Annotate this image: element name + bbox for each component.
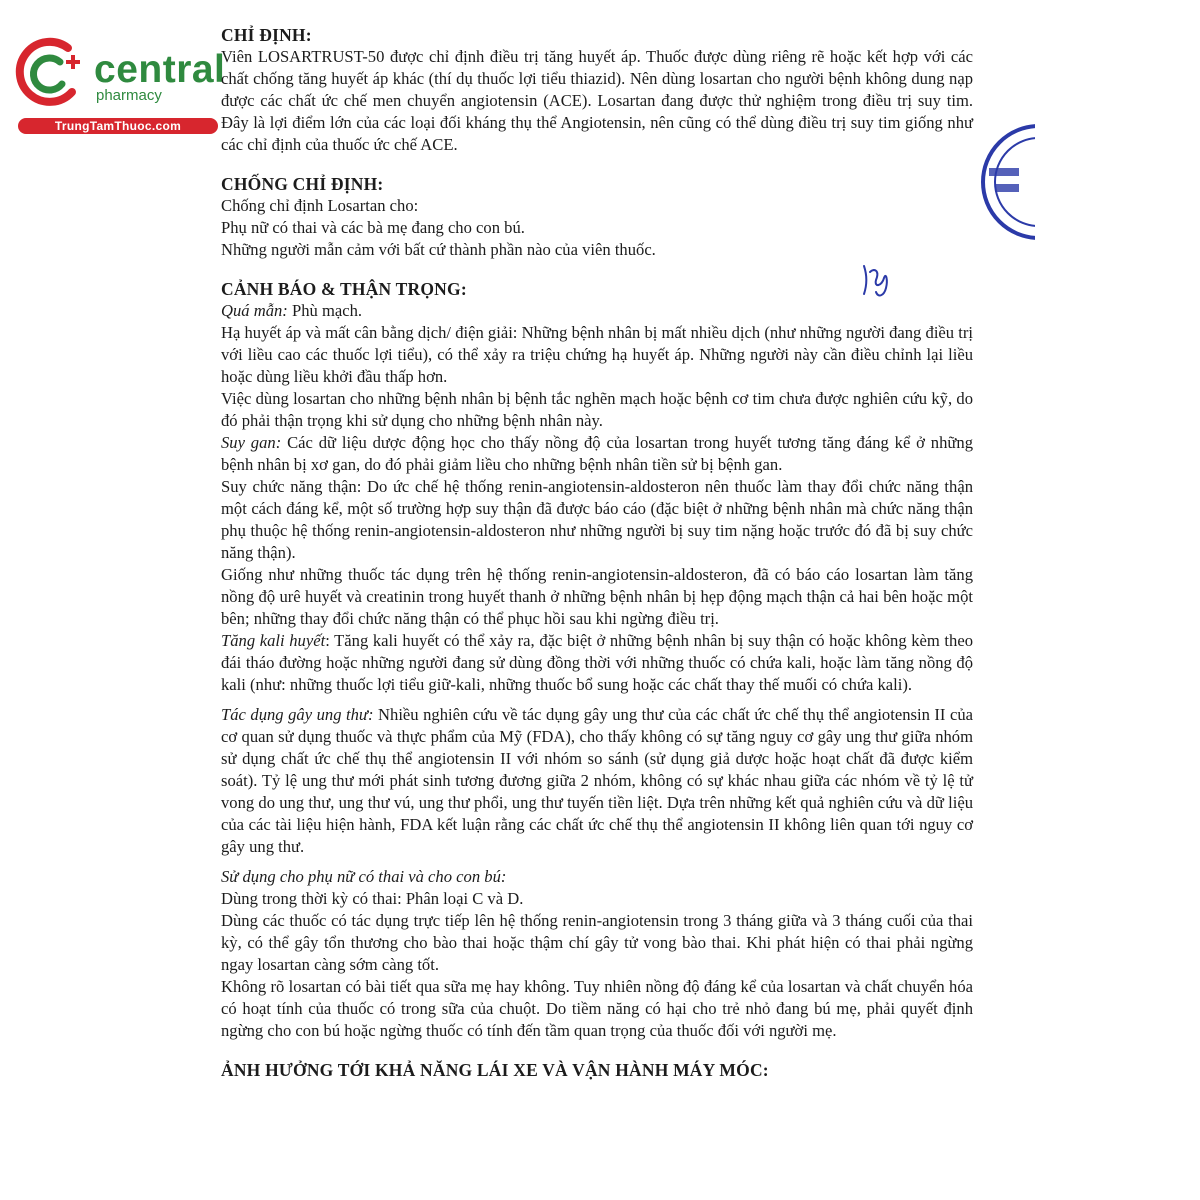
potassium-paragraph bbox=[221, 630, 973, 696]
cancer-label: Tác dụng gây ung thư: bbox=[221, 705, 374, 724]
logo-subtitle: pharmacy bbox=[96, 87, 162, 104]
contraindications-line-3: Những người mẫn cảm với bất cứ thành phần nào của viên thuốc. bbox=[221, 240, 656, 259]
potassium-label: Tăng kali huyết bbox=[221, 631, 326, 650]
contraindications-line-1: Chống chỉ định Losartan cho: bbox=[221, 196, 419, 215]
liver-label: Suy gan: bbox=[221, 433, 282, 452]
renal-artery-paragraph: Giống như những thuốc tác dụng trên hệ thống renin-angiotensin-aldosteron, đã có báo cáo losartan làm tăng nồng độ urê huyết và creatinin trong huyết thanh ở những bệnh nhân bị hẹp động mạch thận cả hai bên hoặc một bên; những thay đổi chức năng thận có thể phục hồi sau khi ngừng điều trị. bbox=[221, 565, 973, 628]
logo-name: central bbox=[94, 48, 226, 91]
driving-heading: ẢNH HƯỞNG TỚI KHẢ NĂNG LÁI XE VÀ VẬN HÀNH MÁY MÓC: bbox=[221, 1060, 769, 1080]
kidney-paragraph: Suy chức năng thận: Do ức chế hệ thống renin-angiotensin-aldosteron nên thuốc làm thay đổi chức năng thận một cách đáng kể, một số trường hợp suy thận đã được báo cáo (đặc biệt ở những bệnh nhân mà chức năng thận phụ thuộc hệ thống renin-angiotensin-aldosteron như những người bị suy tim nặng hoặc trước đó đã bị suy chức năng thận). bbox=[221, 477, 973, 562]
hypotension-paragraph: Hạ huyết áp và mất cân bằng dịch/ điện giải: Những bệnh nhân bị mất nhiều dịch (như những người đang điều trị với liều cao các thuốc lợi tiểu), có thể xảy ra triệu chứng hạ huyết áp. Những người này cần điều chỉnh lại liều hoặc dùng liều khởi đầu thấp hơn. bbox=[221, 323, 973, 386]
brand-logo bbox=[8, 36, 226, 136]
company-stamp-icon bbox=[975, 118, 1035, 248]
indications-text: Viên LOSARTRUST-50 được chỉ định điều trị tăng huyết áp. Thuốc được dùng riêng rẽ hoặc kết hợp với các chất chống tăng huyết áp khác (thí dụ thuốc lợi tiểu thiazid). Nên dùng losartan cho người bệnh không dung nạp được các chất ức chế men chuyển angiotensin (ACE). Losartan đang được thử nghiệm trong điều trị suy tim. Đây là lợi điểm lớn của các loại đối kháng thụ thể Angiotensin, nên cũng có thể dùng điều trị suy tim giống như các chỉ định của thuốc ức chế ACE. bbox=[221, 47, 973, 154]
vascular-paragraph: Việc dùng losartan cho những bệnh nhân bị bệnh tắc nghẽn mạch hoặc bệnh cơ tim chưa được nghiên cứu kỹ, do đó phải thận trọng khi sử dụng cho những bệnh nhân này. bbox=[221, 389, 973, 430]
document-body bbox=[221, 24, 973, 1081]
cancer-text: Nhiều nghiên cứu về tác dụng gây ung thư của các chất ức chế thụ thể angiotensin II của cơ quan sử dụng thuốc và thực phẩm của Mỹ (FDA), cho thấy không có sự tăng nguy cơ gây ung thư giữa nhóm sử dụng chất ức chế thụ thể angiotensin II với nhóm so sánh (sử dụng giả dược hoặc hoạt chất đã được kiểm soát). Tỷ lệ ung thư mới phát sinh tương đương giữa 2 nhóm, không có sự khác nhau giữa các nhóm về tỷ lệ tử vong do ung thư, ung thư vú, ung thư phổi, ung thư tuyến tiền liệt. Dựa trên những kết quả nghiên cứu và dữ liệu của các tài liệu hiện hành, FDA kết luận rằng các chất ức chế thụ thể angiotensin II không liên quan tới nguy cơ gây ung thư. bbox=[221, 705, 973, 856]
liver-text: Các dữ liệu dược động học cho thấy nồng độ của losartan trong huyết tương tăng đáng kể ở những bệnh nhân bị xơ gan, do đó phải giảm liều cho những bệnh nhân tiền sử bị bệnh gan. bbox=[221, 433, 973, 474]
warnings-heading: CẢNH BÁO & THẬN TRỌNG: bbox=[221, 279, 467, 299]
breastfeeding-paragraph: Không rõ losartan có bài tiết qua sữa mẹ hay không. Tuy nhiên nồng độ đáng kể của losartan và chất chuyển hóa có hoạt tính của thuốc có trong sữa của chuột. Do tiềm năng có hại cho trẻ nhỏ đang bú mẹ, phải quyết định ngừng cho con bú hoặc ngừng thuốc có tính đến tầm quan trọng của thuốc đối với người mẹ. bbox=[221, 977, 973, 1040]
liver-paragraph bbox=[221, 432, 973, 476]
potassium-text: : Tăng kali huyết có thể xảy ra, đặc biệt ở những bệnh nhân bị suy thận có hoặc không kèm theo đái tháo đường hoặc những người đang sử dùng đồng thời với những thuốc có chứa kali, hoặc làm tăng nồng độ kali (như: những thuốc lợi tiểu giữ-kali, những thuốc bổ sung hoặc các chất thay thế muối có chứa kali). bbox=[221, 631, 974, 694]
central-pharmacy-logo-icon bbox=[10, 36, 86, 112]
hypersensitivity-label: Quá mẫn: bbox=[221, 301, 288, 320]
cancer-paragraph bbox=[221, 704, 973, 858]
contraindications-line-2: Phụ nữ có thai và các bà mẹ đang cho con bú. bbox=[221, 218, 525, 237]
hypersensitivity-paragraph bbox=[221, 300, 973, 322]
pregnancy-heading: Sử dụng cho phụ nữ có thai và cho con bú: bbox=[221, 867, 507, 886]
indications-heading: CHỈ ĐỊNH: bbox=[221, 25, 312, 45]
pregnancy-category: Dùng trong thời kỳ có thai: Phân loại C và D. bbox=[221, 889, 524, 908]
hypersensitivity-text: Phù mạch. bbox=[287, 301, 363, 320]
logo-url-badge: TrungTamThuoc.com bbox=[18, 118, 218, 134]
contraindications-heading: CHỐNG CHỈ ĐỊNH: bbox=[221, 174, 384, 194]
pregnancy-paragraph: Dùng các thuốc có tác dụng trực tiếp lên hệ thống renin-angiotensin trong 3 tháng giữa và 3 tháng cuối của thai kỳ, có thể gây tổn thương cho bào thai hoặc thậm chí gây tử vong bào thai. Khi phát hiện có thai phải ngừng ngay losartan càng sớm càng tốt. bbox=[221, 911, 973, 974]
